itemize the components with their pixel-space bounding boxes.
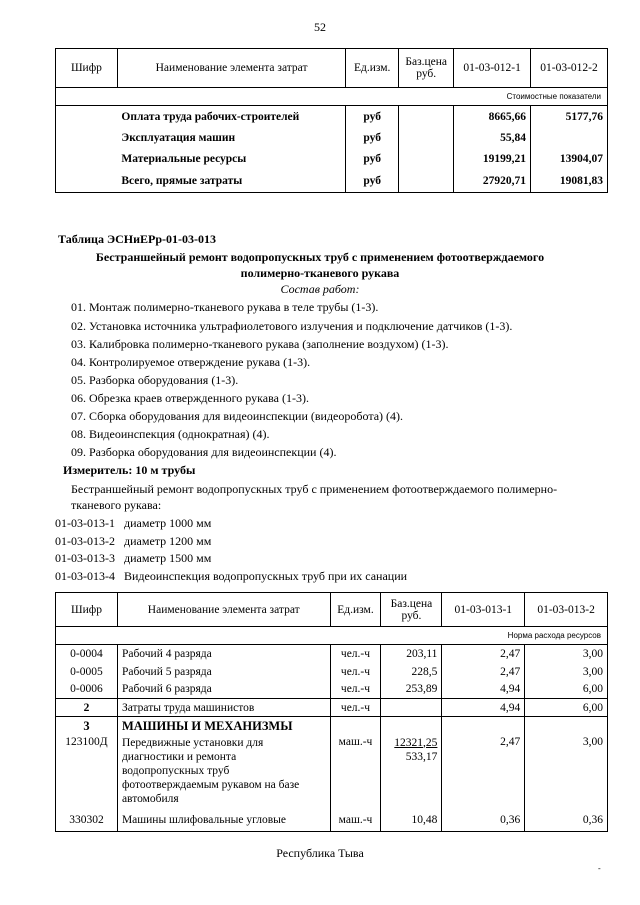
code-text: диаметр 1500 мм <box>124 551 212 565</box>
row-value-2: 19081,83 <box>531 170 608 193</box>
code-text: диаметр 1000 мм <box>124 516 212 530</box>
table-subheader-row <box>56 627 608 645</box>
row-unit: маш.-ч <box>330 736 381 810</box>
row-name: Эксплуатация машин <box>121 132 236 144</box>
row-price-secondary: 533,17 <box>405 750 438 763</box>
list-item: 02. Установка источника ультрафиолетового излучения и подключение датчиков (1-3). <box>71 319 513 333</box>
list-item <box>55 534 211 549</box>
header-name: Наименование элемента затрат <box>117 49 345 88</box>
table-header-row <box>56 49 608 88</box>
code-id: 01-03-013-3 <box>55 551 115 565</box>
corner-mark: - <box>598 864 601 873</box>
row-code: 0-0005 <box>70 665 103 678</box>
table-row <box>56 149 608 170</box>
row-price: 203,11 <box>381 645 442 663</box>
row-value-2: 6,00 <box>525 681 608 699</box>
list-item: 04. Контролируемое отверждение рукава (1-3). <box>71 355 311 369</box>
row-name-line: Передвижные установки для <box>121 736 264 749</box>
table-row <box>56 170 608 193</box>
header-price-line1: Баз.цена <box>390 597 433 610</box>
list-item <box>55 516 211 531</box>
row-value-1: 8665,66 <box>454 106 531 128</box>
row-code: 3 <box>56 717 118 736</box>
table-row <box>56 699 608 717</box>
row-name: Рабочий 5 разряда <box>117 663 330 681</box>
row-value-2: 3,00 <box>525 736 608 810</box>
table-row <box>56 128 608 149</box>
row-value-1: 2,47 <box>442 645 525 663</box>
row-value-1: 55,84 <box>454 128 531 149</box>
row-price <box>381 736 442 810</box>
row-unit: чел.-ч <box>330 663 381 681</box>
row-unit: руб <box>346 106 399 128</box>
code-text: Видеоинспекция водопропускных труб при их санации <box>124 569 408 583</box>
header-price <box>381 593 442 627</box>
row-value-1: 4,94 <box>442 681 525 699</box>
row-name-line: фотоотверждаемым рукавом на базе <box>121 778 300 791</box>
table-row <box>56 681 608 699</box>
table-row <box>56 106 608 128</box>
row-code: 330302 <box>69 814 104 827</box>
row-price <box>381 699 442 717</box>
row-price: 253,89 <box>381 681 442 699</box>
row-value-2: 3,00 <box>525 663 608 681</box>
header-price-line1: Баз.цена <box>405 56 448 68</box>
table-row <box>56 663 608 681</box>
list-item: 09. Разборка оборудования для видеоинспекции (4). <box>71 445 337 459</box>
list-item: 05. Разборка оборудования (1-3). <box>71 373 239 387</box>
row-name-line: автомобиля <box>121 792 179 805</box>
header-code: Шифр <box>56 49 118 88</box>
list-item: 03. Калибровка полимерно-тканевого рукава (заполнение воздухом) (1-3). <box>71 337 449 351</box>
header-price <box>399 49 454 88</box>
measure-unit: Измеритель: 10 м трубы <box>63 463 196 477</box>
row-code: 0-0006 <box>70 683 103 696</box>
row-name: Материальные ресурсы <box>121 153 247 165</box>
header-col2: 01-03-012-2 <box>531 49 608 88</box>
row-value-2: 3,00 <box>525 645 608 663</box>
row-name: Рабочий 4 разряда <box>117 645 330 663</box>
row-name <box>117 736 330 810</box>
row-value-2: 0,36 <box>525 810 608 832</box>
row-price-main: 12321,25 <box>394 736 438 749</box>
row-value-1: 19199,21 <box>454 149 531 170</box>
page-number: 52 <box>314 20 326 34</box>
row-value-2 <box>531 128 608 149</box>
description-line2: тканевого рукава: <box>71 498 162 512</box>
row-unit: маш.-ч <box>330 810 381 832</box>
table-header-row <box>56 593 608 627</box>
header-code: Шифр <box>56 593 118 627</box>
resource-norms-table <box>55 592 608 832</box>
row-value-2: 5177,76 <box>531 106 608 128</box>
row-unit: чел.-ч <box>330 699 381 717</box>
row-value-2: 13904,07 <box>531 149 608 170</box>
page-footer: Республика Тыва <box>276 846 364 860</box>
table-subheader-row <box>56 88 608 106</box>
table-row <box>56 810 608 832</box>
row-unit: руб <box>346 128 399 149</box>
row-name-line: диагностики и ремонта <box>121 750 237 763</box>
row-value-1: 2,47 <box>442 663 525 681</box>
section-title-line2: полимерно-тканевого рукава <box>240 266 400 280</box>
list-item: 08. Видеоинспекция (однократная) (4). <box>71 427 270 441</box>
row-value-2: 6,00 <box>525 699 608 717</box>
code-id: 01-03-013-1 <box>55 516 115 530</box>
header-col1: 01-03-013-1 <box>442 593 525 627</box>
code-text: диаметр 1200 мм <box>124 534 212 548</box>
row-value-1: 27920,71 <box>454 170 531 193</box>
subheader-label: Стоимостные показатели <box>56 88 608 106</box>
row-unit: руб <box>346 149 399 170</box>
table-row <box>56 717 608 736</box>
subheader-label: Норма расхода ресурсов <box>56 627 608 645</box>
table-row <box>56 736 608 810</box>
row-name: Машины шлифовальные угловые <box>117 810 330 832</box>
row-price: 10,48 <box>381 810 442 832</box>
code-id: 01-03-013-2 <box>55 534 115 548</box>
row-name: Всего, прямые затраты <box>121 174 243 187</box>
row-value-1: 4,94 <box>442 699 525 717</box>
list-item: 06. Обрезка краев отвержденного рукава (1-3). <box>71 391 309 405</box>
row-code: 2 <box>56 699 118 717</box>
row-name: МАШИНЫ И МЕХАНИЗМЫ <box>117 717 330 736</box>
table-row <box>56 645 608 663</box>
header-price-line2: руб. <box>416 68 437 80</box>
cost-indicators-table <box>55 48 608 193</box>
list-item: 01. Монтаж полимерно-тканевого рукава в теле трубы (1-3). <box>71 300 379 314</box>
row-unit: чел.-ч <box>330 645 381 663</box>
header-col2: 01-03-013-2 <box>525 593 608 627</box>
row-name: Оплата труда рабочих-строителей <box>121 110 300 123</box>
header-col1: 01-03-012-1 <box>454 49 531 88</box>
table-label: Таблица ЭСНиЕРр-01-03-013 <box>58 232 217 246</box>
section-title-line1: Бестраншейный ремонт водопропускных труб с применением фотоотверждаемого <box>95 250 545 264</box>
row-name-line: водопропускных труб <box>121 764 230 777</box>
row-name: Затраты труда машинистов <box>117 699 330 717</box>
row-value-1: 2,47 <box>442 736 525 810</box>
header-name: Наименование элемента затрат <box>117 593 330 627</box>
header-price-line2: руб. <box>401 609 422 622</box>
header-unit: Ед.изм. <box>330 593 381 627</box>
code-id: 01-03-013-4 <box>55 569 115 583</box>
list-item <box>55 551 211 566</box>
row-name: Рабочий 6 разряда <box>117 681 330 699</box>
header-unit: Ед.изм. <box>346 49 399 88</box>
row-unit: руб <box>346 170 399 193</box>
row-price: 228,5 <box>381 663 442 681</box>
works-title: Состав работ: <box>280 282 360 296</box>
row-code: 123100Д <box>65 735 108 748</box>
list-item <box>55 569 407 584</box>
row-value-1: 0,36 <box>442 810 525 832</box>
row-unit: чел.-ч <box>330 681 381 699</box>
description-line1: Бестраншейный ремонт водопропускных труб с применением фотоотверждаемого полимерно- <box>71 482 558 496</box>
row-code: 0-0004 <box>70 647 103 660</box>
list-item: 07. Сборка оборудования для видеоинспекции (видеоробота) (4). <box>71 409 404 423</box>
